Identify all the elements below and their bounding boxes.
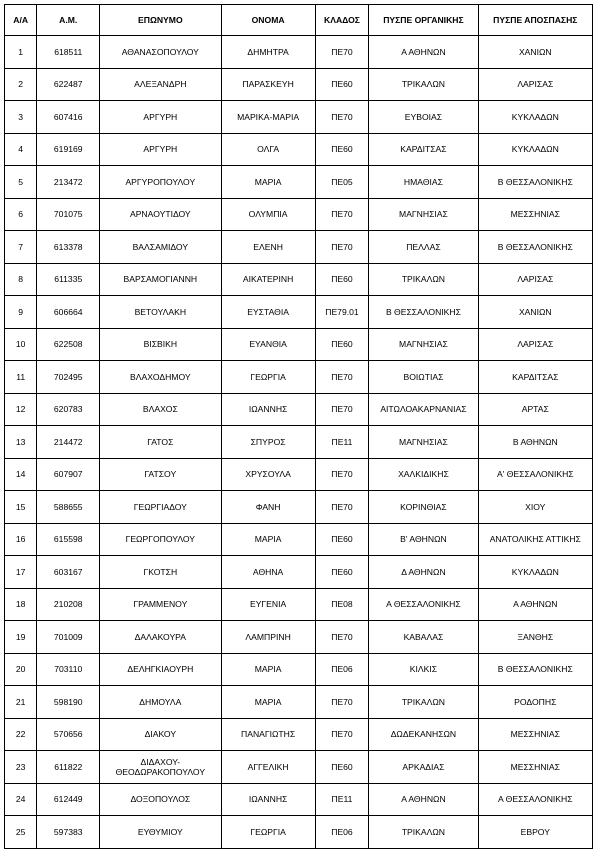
cell-surname: ΑΡΝΑΟΥΤΙΔΟΥ: [100, 198, 221, 231]
cell-secondment-pyspe: ΚΥΚΛΑΔΩΝ: [478, 556, 592, 589]
cell-secondment-pyspe: ΛΑΡΙΣΑΣ: [478, 68, 592, 101]
cell-surname: ΑΡΓΥΡΗ: [100, 101, 221, 134]
cell-secondment-pyspe: ΧΙΟΥ: [478, 491, 592, 524]
cell-first-name: ΦΑΝΗ: [221, 491, 315, 524]
cell-registry-number: 622487: [37, 68, 100, 101]
cell-registry-number: 597383: [37, 816, 100, 849]
cell-registry-number: 619169: [37, 133, 100, 166]
cell-branch: ΠΕ60: [315, 68, 369, 101]
cell-surname: ΑΘΑΝΑΣΟΠΟΥΛΟΥ: [100, 36, 221, 69]
cell-organic-pyspe: ΔΩΔΕΚΑΝΗΣΩΝ: [369, 718, 478, 751]
cell-row-number: 7: [5, 231, 37, 264]
table-row: [5, 361, 593, 394]
cell-first-name: ΠΑΡΑΣΚΕΥΗ: [221, 68, 315, 101]
cell-organic-pyspe: Δ ΑΘΗΝΩΝ: [369, 556, 478, 589]
table-row: [5, 458, 593, 491]
cell-organic-pyspe: Α ΑΘΗΝΩΝ: [369, 36, 478, 69]
cell-first-name: ΜΑΡΙΑ: [221, 523, 315, 556]
cell-organic-pyspe: Α ΘΕΣΣΑΛΟΝΙΚΗΣ: [369, 588, 478, 621]
cell-secondment-pyspe: Α' ΘΕΣΣΑΛΟΝΙΚΗΣ: [478, 458, 592, 491]
cell-row-number: 22: [5, 718, 37, 751]
cell-organic-pyspe: ΜΑΓΝΗΣΙΑΣ: [369, 198, 478, 231]
cell-first-name: ΜΑΡΙΚΑ-ΜΑΡΙΑ: [221, 101, 315, 134]
table-row: [5, 621, 593, 654]
header-surname: ΕΠΩΝΥΜΟ: [100, 5, 221, 36]
cell-surname: ΒΛΑΧΟΣ: [100, 393, 221, 426]
table-row: [5, 816, 593, 849]
header-organic-pyspe: ΠΥΣΠΕ ΟΡΓΑΝΙΚΗΣ: [369, 5, 478, 36]
cell-surname: ΒΛΑΧΟΔΗΜΟΥ: [100, 361, 221, 394]
cell-row-number: 21: [5, 686, 37, 719]
cell-organic-pyspe: ΧΑΛΚΙΔΙΚΗΣ: [369, 458, 478, 491]
cell-registry-number: 598190: [37, 686, 100, 719]
header-row-number: Α/Α: [5, 5, 37, 36]
cell-branch: ΠΕ11: [315, 783, 369, 816]
cell-secondment-pyspe: ΛΑΡΙΣΑΣ: [478, 263, 592, 296]
table-row: [5, 491, 593, 524]
table-row: [5, 783, 593, 816]
cell-registry-number: 607416: [37, 101, 100, 134]
cell-first-name: ΕΥΣΤΑΘΙΑ: [221, 296, 315, 329]
cell-secondment-pyspe: ΑΡΤΑΣ: [478, 393, 592, 426]
cell-organic-pyspe: ΠΕΛΛΑΣ: [369, 231, 478, 264]
cell-registry-number: 210208: [37, 588, 100, 621]
cell-secondment-pyspe: ΕΒΡΟΥ: [478, 816, 592, 849]
cell-first-name: ΕΥΑΝΘΙΑ: [221, 328, 315, 361]
cell-surname: ΔΙΑΚΟΥ: [100, 718, 221, 751]
cell-row-number: 16: [5, 523, 37, 556]
cell-first-name: ΛΑΜΠΡΙΝΗ: [221, 621, 315, 654]
cell-registry-number: 703110: [37, 653, 100, 686]
cell-first-name: ΜΑΡΙΑ: [221, 653, 315, 686]
cell-organic-pyspe: ΜΑΓΝΗΣΙΑΣ: [369, 328, 478, 361]
cell-secondment-pyspe: ΑΝΑΤΟΛΙΚΗΣ ΑΤΤΙΚΗΣ: [478, 523, 592, 556]
cell-registry-number: 701009: [37, 621, 100, 654]
cell-surname: ΔΗΜΟΥΛΑ: [100, 686, 221, 719]
cell-registry-number: 613378: [37, 231, 100, 264]
table-row: [5, 751, 593, 784]
cell-first-name: ΓΕΩΡΓΙΑ: [221, 361, 315, 394]
cell-branch: ΠΕ70: [315, 361, 369, 394]
cell-registry-number: 606664: [37, 296, 100, 329]
cell-secondment-pyspe: Β ΑΘΗΝΩΝ: [478, 426, 592, 459]
cell-first-name: ΕΥΓΕΝΙΑ: [221, 588, 315, 621]
cell-organic-pyspe: Α ΑΘΗΝΩΝ: [369, 783, 478, 816]
cell-registry-number: 702495: [37, 361, 100, 394]
cell-secondment-pyspe: ΚΑΡΔΙΤΣΑΣ: [478, 361, 592, 394]
cell-row-number: 15: [5, 491, 37, 524]
cell-first-name: ΜΑΡΙΑ: [221, 166, 315, 199]
cell-row-number: 17: [5, 556, 37, 589]
cell-surname: ΑΡΓΥΡΟΠΟΥΛΟΥ: [100, 166, 221, 199]
cell-secondment-pyspe: ΛΑΡΙΣΑΣ: [478, 328, 592, 361]
cell-registry-number: 611335: [37, 263, 100, 296]
table-row: [5, 588, 593, 621]
cell-branch: ΠΕ70: [315, 101, 369, 134]
header-branch: ΚΛΑΔΟΣ: [315, 5, 369, 36]
cell-organic-pyspe: ΑΙΤΩΛΟΑΚΑΡΝΑΝΙΑΣ: [369, 393, 478, 426]
table-row: [5, 263, 593, 296]
cell-first-name: ΑΙΚΑΤΕΡΙΝΗ: [221, 263, 315, 296]
cell-row-number: 3: [5, 101, 37, 134]
teacher-secondment-table: [4, 4, 593, 849]
cell-organic-pyspe: Β ΘΕΣΣΑΛΟΝΙΚΗΣ: [369, 296, 478, 329]
cell-secondment-pyspe: ΡΟΔΟΠΗΣ: [478, 686, 592, 719]
cell-branch: ΠΕ60: [315, 263, 369, 296]
cell-row-number: 23: [5, 751, 37, 784]
cell-registry-number: 588655: [37, 491, 100, 524]
cell-branch: ΠΕ70: [315, 686, 369, 719]
cell-surname: ΒΕΤΟΥΛΑΚΗ: [100, 296, 221, 329]
cell-surname: ΒΑΡΣΑΜΟΓΙΑΝΝΗ: [100, 263, 221, 296]
cell-first-name: ΔΗΜΗΤΡΑ: [221, 36, 315, 69]
cell-secondment-pyspe: Β ΘΕΣΣΑΛΟΝΙΚΗΣ: [478, 653, 592, 686]
header-registry-number: Α.Μ.: [37, 5, 100, 36]
cell-surname: ΔΕΛΗΓΚΙΑΟΥΡΗ: [100, 653, 221, 686]
cell-branch: ΠΕ60: [315, 556, 369, 589]
cell-secondment-pyspe: ΜΕΣΣΗΝΙΑΣ: [478, 751, 592, 784]
cell-organic-pyspe: ΕΥΒΟΙΑΣ: [369, 101, 478, 134]
cell-row-number: 1: [5, 36, 37, 69]
cell-surname: ΓΕΩΡΓΙΑΔΟΥ: [100, 491, 221, 524]
document-page: [4, 4, 593, 849]
cell-row-number: 11: [5, 361, 37, 394]
cell-first-name: ΙΩΑΝΝΗΣ: [221, 393, 315, 426]
cell-organic-pyspe: ΒΟΙΩΤΙΑΣ: [369, 361, 478, 394]
table-row: [5, 198, 593, 231]
cell-secondment-pyspe: Β ΘΕΣΣΑΛΟΝΙΚΗΣ: [478, 166, 592, 199]
cell-branch: ΠΕ70: [315, 198, 369, 231]
table-row: [5, 36, 593, 69]
cell-first-name: ΜΑΡΙΑ: [221, 686, 315, 719]
cell-surname: ΔΙΔΑΧΟΥ-ΘΕΟΔΩΡΑΚΟΠΟΥΛΟΥ: [100, 751, 221, 784]
cell-first-name: ΧΡΥΣΟΥΛΑ: [221, 458, 315, 491]
cell-row-number: 12: [5, 393, 37, 426]
cell-secondment-pyspe: ΞΑΝΘΗΣ: [478, 621, 592, 654]
cell-branch: ΠΕ60: [315, 523, 369, 556]
header-row: [5, 5, 593, 36]
cell-registry-number: 612449: [37, 783, 100, 816]
cell-surname: ΔΑΛΑΚΟΥΡΑ: [100, 621, 221, 654]
cell-first-name: ΑΓΓΕΛΙΚΗ: [221, 751, 315, 784]
cell-registry-number: 611822: [37, 751, 100, 784]
cell-registry-number: 618511: [37, 36, 100, 69]
cell-branch: ΠΕ60: [315, 133, 369, 166]
table-body: [5, 36, 593, 849]
table-row: [5, 68, 593, 101]
cell-branch: ΠΕ06: [315, 816, 369, 849]
cell-row-number: 13: [5, 426, 37, 459]
cell-surname: ΕΥΘΥΜΙΟΥ: [100, 816, 221, 849]
cell-organic-pyspe: ΚΙΛΚΙΣ: [369, 653, 478, 686]
cell-secondment-pyspe: ΜΕΣΣΗΝΙΑΣ: [478, 198, 592, 231]
cell-organic-pyspe: ΑΡΚΑΔΙΑΣ: [369, 751, 478, 784]
cell-registry-number: 213472: [37, 166, 100, 199]
cell-registry-number: 620783: [37, 393, 100, 426]
cell-first-name: ΕΛΕΝΗ: [221, 231, 315, 264]
cell-row-number: 18: [5, 588, 37, 621]
cell-registry-number: 622508: [37, 328, 100, 361]
cell-registry-number: 701075: [37, 198, 100, 231]
cell-row-number: 24: [5, 783, 37, 816]
cell-branch: ΠΕ05: [315, 166, 369, 199]
cell-secondment-pyspe: ΚΥΚΛΑΔΩΝ: [478, 101, 592, 134]
cell-first-name: ΟΛΓΑ: [221, 133, 315, 166]
cell-row-number: 19: [5, 621, 37, 654]
cell-organic-pyspe: ΤΡΙΚΑΛΩΝ: [369, 263, 478, 296]
table-row: [5, 523, 593, 556]
cell-row-number: 6: [5, 198, 37, 231]
cell-registry-number: 603167: [37, 556, 100, 589]
table-row: [5, 101, 593, 134]
cell-surname: ΑΛΕΞΑΝΔΡΗ: [100, 68, 221, 101]
cell-registry-number: 607907: [37, 458, 100, 491]
cell-surname: ΓΕΩΡΓΟΠΟΥΛΟΥ: [100, 523, 221, 556]
cell-branch: ΠΕ70: [315, 491, 369, 524]
cell-branch: ΠΕ11: [315, 426, 369, 459]
table-row: [5, 718, 593, 751]
table-row: [5, 231, 593, 264]
cell-secondment-pyspe: Β ΘΕΣΣΑΛΟΝΙΚΗΣ: [478, 231, 592, 264]
header-first-name: ΟΝΟΜΑ: [221, 5, 315, 36]
cell-organic-pyspe: ΚΟΡΙΝΘΙΑΣ: [369, 491, 478, 524]
cell-organic-pyspe: ΚΑΒΑΛΑΣ: [369, 621, 478, 654]
cell-branch: ΠΕ60: [315, 751, 369, 784]
cell-row-number: 2: [5, 68, 37, 101]
cell-secondment-pyspe: ΧΑΝΙΩΝ: [478, 296, 592, 329]
cell-surname: ΓΚΟΤΣΗ: [100, 556, 221, 589]
cell-organic-pyspe: Β' ΑΘΗΝΩΝ: [369, 523, 478, 556]
cell-registry-number: 615598: [37, 523, 100, 556]
cell-secondment-pyspe: ΧΑΝΙΩΝ: [478, 36, 592, 69]
cell-branch: ΠΕ70: [315, 393, 369, 426]
cell-branch: ΠΕ70: [315, 36, 369, 69]
cell-surname: ΒΑΛΣΑΜΙΔΟΥ: [100, 231, 221, 264]
cell-first-name: ΟΛΥΜΠΙΑ: [221, 198, 315, 231]
cell-organic-pyspe: ΗΜΑΘΙΑΣ: [369, 166, 478, 199]
cell-registry-number: 570656: [37, 718, 100, 751]
cell-branch: ΠΕ70: [315, 231, 369, 264]
cell-row-number: 20: [5, 653, 37, 686]
cell-branch: ΠΕ08: [315, 588, 369, 621]
table-row: [5, 166, 593, 199]
cell-surname: ΓΑΤΣΟΥ: [100, 458, 221, 491]
cell-first-name: ΓΕΩΡΓΙΑ: [221, 816, 315, 849]
table-row: [5, 556, 593, 589]
header-secondment-pyspe: ΠΥΣΠΕ ΑΠΟΣΠΑΣΗΣ: [478, 5, 592, 36]
table-row: [5, 296, 593, 329]
cell-row-number: 25: [5, 816, 37, 849]
cell-surname: ΔΟΞΟΠΟΥΛΟΣ: [100, 783, 221, 816]
cell-row-number: 8: [5, 263, 37, 296]
cell-row-number: 9: [5, 296, 37, 329]
table-row: [5, 393, 593, 426]
cell-organic-pyspe: ΤΡΙΚΑΛΩΝ: [369, 816, 478, 849]
cell-branch: ΠΕ70: [315, 718, 369, 751]
cell-surname: ΓΡΑΜΜΕΝΟΥ: [100, 588, 221, 621]
cell-branch: ΠΕ60: [315, 328, 369, 361]
cell-branch: ΠΕ70: [315, 458, 369, 491]
table-row: [5, 328, 593, 361]
cell-surname: ΒΙΣΒΙΚΗ: [100, 328, 221, 361]
cell-branch: ΠΕ70: [315, 621, 369, 654]
cell-first-name: ΣΠΥΡΟΣ: [221, 426, 315, 459]
cell-row-number: 10: [5, 328, 37, 361]
table-row: [5, 426, 593, 459]
table-header: [5, 5, 593, 36]
cell-organic-pyspe: ΜΑΓΝΗΣΙΑΣ: [369, 426, 478, 459]
table-row: [5, 133, 593, 166]
cell-row-number: 4: [5, 133, 37, 166]
cell-row-number: 5: [5, 166, 37, 199]
cell-secondment-pyspe: Α ΑΘΗΝΩΝ: [478, 588, 592, 621]
cell-surname: ΓΑΤΟΣ: [100, 426, 221, 459]
cell-first-name: ΙΩΑΝΝΗΣ: [221, 783, 315, 816]
cell-secondment-pyspe: ΜΕΣΣΗΝΙΑΣ: [478, 718, 592, 751]
cell-branch: ΠΕ79.01: [315, 296, 369, 329]
cell-first-name: ΑΘΗΝΑ: [221, 556, 315, 589]
cell-organic-pyspe: ΚΑΡΔΙΤΣΑΣ: [369, 133, 478, 166]
cell-branch: ΠΕ06: [315, 653, 369, 686]
cell-surname: ΑΡΓΥΡΗ: [100, 133, 221, 166]
cell-secondment-pyspe: ΚΥΚΛΑΔΩΝ: [478, 133, 592, 166]
cell-registry-number: 214472: [37, 426, 100, 459]
cell-secondment-pyspe: Α ΘΕΣΣΑΛΟΝΙΚΗΣ: [478, 783, 592, 816]
cell-organic-pyspe: ΤΡΙΚΑΛΩΝ: [369, 68, 478, 101]
table-row: [5, 653, 593, 686]
cell-row-number: 14: [5, 458, 37, 491]
table-row: [5, 686, 593, 719]
cell-organic-pyspe: ΤΡΙΚΑΛΩΝ: [369, 686, 478, 719]
cell-first-name: ΠΑΝΑΓΙΩΤΗΣ: [221, 718, 315, 751]
